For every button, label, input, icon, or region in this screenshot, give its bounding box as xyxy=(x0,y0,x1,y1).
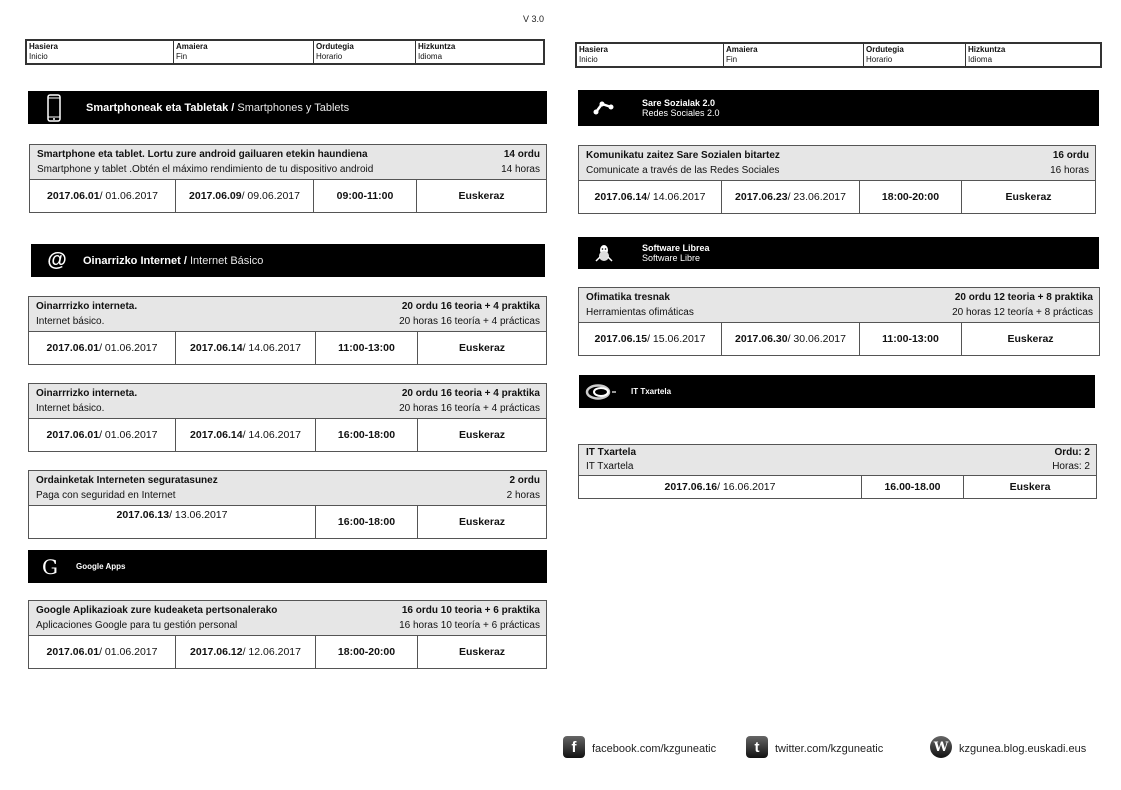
course-schedule xyxy=(316,419,418,451)
date-eu: 2017.06.13 xyxy=(116,509,170,521)
section-title xyxy=(642,243,710,263)
section-title-eu: Oinarrizko Internet / xyxy=(83,254,187,267)
course-header xyxy=(30,145,546,180)
course-schedule xyxy=(860,181,962,213)
course-card xyxy=(28,470,547,539)
date-es: / 12.06.2017 xyxy=(242,646,301,658)
version-label: V 3.0 xyxy=(523,14,545,24)
section-title: Google Apps xyxy=(76,562,126,571)
legend-start xyxy=(27,41,174,63)
course-start-date xyxy=(579,181,722,213)
language-value: Euskeraz xyxy=(458,429,506,441)
legend-label-es: Inicio xyxy=(579,55,598,64)
language-value: Euskeraz xyxy=(1005,191,1052,203)
date-es: / 14.06.2017 xyxy=(647,191,706,203)
course-header xyxy=(29,297,546,332)
legend-label-eu: Hasiera xyxy=(579,45,608,54)
course-end-date xyxy=(176,332,316,364)
course-language xyxy=(964,476,1096,498)
section-title-eu: Sare Sozialak 2.0 xyxy=(642,98,716,108)
course-title-es: Comunicate a través de las Redes Sociales xyxy=(586,165,780,176)
at-sign-icon: @ xyxy=(47,249,67,271)
share-nodes-icon xyxy=(584,101,624,115)
course-hours-es: 14 horas xyxy=(501,164,540,175)
course-hours-es: 2 horas xyxy=(506,490,540,501)
date-es: / 14.06.2017 xyxy=(242,342,301,354)
legend-end xyxy=(174,41,314,63)
date-es: / 14.06.2017 xyxy=(242,429,301,441)
course-title-es: IT Txartela xyxy=(586,461,634,472)
course-schedule xyxy=(316,506,418,538)
course-details-row xyxy=(29,419,546,451)
course-start-date xyxy=(30,180,176,212)
date-eu: 2017.06.14 xyxy=(190,429,243,441)
course-title-es: Internet básico. xyxy=(36,316,105,327)
course-details-row xyxy=(579,476,1096,498)
date-eu: 2017.06.01 xyxy=(46,342,100,354)
section-banner-internet xyxy=(31,244,545,277)
course-details-row xyxy=(29,636,546,668)
section-title-es: Internet Básico xyxy=(186,254,264,267)
legend-end xyxy=(724,44,864,66)
course-language xyxy=(962,323,1099,355)
legend-label-es: Idioma xyxy=(968,55,993,64)
date-es: / 09.06.2017 xyxy=(241,190,300,202)
course-card xyxy=(28,383,547,452)
course-title-eu: Oinarrrizko interneta. xyxy=(36,388,138,399)
twitter-icon: t xyxy=(746,736,768,758)
section-title-es: Software Libre xyxy=(642,253,701,263)
course-language xyxy=(418,419,546,451)
course-header xyxy=(29,601,546,636)
course-hours-eu: 16 ordu xyxy=(1052,150,1089,161)
course-end-date xyxy=(722,181,860,213)
course-title-eu: Ofimatika tresnak xyxy=(586,292,670,303)
course-hours-es: 20 horas 16 teoría + 4 prácticas xyxy=(399,316,540,327)
facebook-link[interactable]: facebook.com/kzguneatic xyxy=(592,743,717,755)
legend-label-eu: Hizkuntza xyxy=(418,42,456,51)
course-card xyxy=(578,444,1097,499)
course-end-date xyxy=(176,419,316,451)
course-hours-es: Horas: 2 xyxy=(1052,461,1090,472)
course-title-eu: Google Aplikazioak zure kudeaketa pertsonalerako xyxy=(36,605,278,616)
course-schedule xyxy=(314,180,417,212)
schedule-value: 16:00-18:00 xyxy=(337,429,396,441)
legend-label-es: Fin xyxy=(176,52,188,61)
date-eu: 2017.06.01 xyxy=(46,429,100,441)
section-title-es: Smartphones y Tablets xyxy=(234,101,350,114)
course-card xyxy=(28,296,547,365)
date-eu: 2017.06.30 xyxy=(735,333,788,345)
date-eu: 2017.06.01 xyxy=(46,646,100,658)
course-card xyxy=(578,145,1096,214)
course-schedule xyxy=(862,476,964,498)
course-language xyxy=(418,506,546,538)
date-eu: 2017.06.12 xyxy=(190,646,243,658)
course-hours-es: 20 horas 16 teoría + 4 prácticas xyxy=(399,403,540,414)
course-schedule xyxy=(860,323,962,355)
section-title xyxy=(642,98,720,118)
course-header xyxy=(579,288,1099,323)
schedule-value: 18:00-20:00 xyxy=(337,646,396,658)
course-language xyxy=(418,636,546,668)
section-title-eu: Software Librea xyxy=(642,243,710,253)
section-title-eu: Smartphoneak eta Tabletak / xyxy=(86,101,235,114)
course-date xyxy=(29,506,316,538)
schedule-value: 09:00-11:00 xyxy=(336,190,394,202)
date-eu: 2017.06.16 xyxy=(664,481,718,493)
section-banner-google xyxy=(28,550,547,583)
course-details-row xyxy=(30,180,546,212)
schedule-value: 11:00-13:00 xyxy=(338,342,395,354)
date-eu: 2017.06.09 xyxy=(189,190,242,202)
date-es: / 13.06.2017 xyxy=(169,509,228,521)
date-es: / 23.06.2017 xyxy=(787,191,846,203)
date-es: / 01.06.2017 xyxy=(99,646,158,658)
language-value: Euskera xyxy=(1009,481,1051,493)
section-banner-social xyxy=(578,90,1099,126)
blog-link[interactable]: kzgunea.blog.euskadi.eus xyxy=(959,743,1087,755)
legend-header-left xyxy=(25,39,545,65)
course-hours-eu: 20 ordu 16 teoria + 4 praktika xyxy=(401,388,540,399)
legend-label-es: Inicio xyxy=(29,52,48,61)
legend-label-es: Horario xyxy=(866,55,893,64)
date-eu: 2017.06.01 xyxy=(47,190,100,202)
course-title-eu: Ordainketak Interneten seguratasunez xyxy=(36,475,218,486)
date-es: / 16.06.2017 xyxy=(717,481,776,493)
course-hours-eu: 16 ordu 10 teoria + 6 praktika xyxy=(401,605,540,616)
section-banner-software xyxy=(578,237,1099,269)
section-title-es: Redes Sociales 2.0 xyxy=(642,108,720,118)
legend-language xyxy=(966,44,1100,66)
course-header xyxy=(29,384,546,419)
course-end-date xyxy=(176,636,316,668)
course-hours-eu: 20 ordu 12 teoria + 8 praktika xyxy=(954,292,1093,303)
legend-start xyxy=(577,44,724,66)
section-title xyxy=(83,255,263,267)
course-title-es: Herramientas ofimáticas xyxy=(586,307,694,318)
legend-label-eu: Ordutegia xyxy=(866,45,904,54)
course-start-date xyxy=(579,323,722,355)
language-value: Euskeraz xyxy=(458,190,505,202)
date-eu: 2017.06.14 xyxy=(594,191,648,203)
date-es: / 15.06.2017 xyxy=(647,333,706,345)
course-title-es: Paga con seguridad en Internet xyxy=(36,490,176,501)
course-schedule xyxy=(316,332,418,364)
course-language xyxy=(417,180,546,212)
legend-label-eu: Hizkuntza xyxy=(968,45,1006,54)
it-txartela-logo-icon xyxy=(583,383,623,401)
course-details-row xyxy=(579,323,1099,355)
course-header xyxy=(29,471,546,506)
date-eu: 2017.06.14 xyxy=(190,342,243,354)
course-title-eu: Komunikatu zaitez Sare Sozialen bitartez xyxy=(586,150,780,161)
course-schedule xyxy=(316,636,418,668)
footer-facebook[interactable] xyxy=(563,740,716,758)
course-title-es: Internet básico. xyxy=(36,403,105,414)
section-banner-smartphones xyxy=(28,91,547,124)
legend-label-es: Idioma xyxy=(418,52,443,61)
course-start-date xyxy=(29,636,176,668)
course-header xyxy=(579,146,1095,181)
course-title-eu: IT Txartela xyxy=(586,447,637,458)
course-card xyxy=(28,600,547,669)
course-title-es: Aplicaciones Google para tu gestión personal xyxy=(36,620,238,631)
legend-label-es: Horario xyxy=(316,52,343,61)
course-details-row xyxy=(29,332,546,364)
schedule-value: 16.00-18.00 xyxy=(884,481,941,493)
wordpress-icon: W xyxy=(930,736,952,758)
course-hours-eu: 14 ordu xyxy=(503,149,540,160)
facebook-icon: f xyxy=(563,736,585,758)
date-es: / 01.06.2017 xyxy=(99,342,158,354)
date-eu: 2017.06.15 xyxy=(594,333,648,345)
course-hours-es: 20 horas 12 teoría + 8 prácticas xyxy=(952,307,1093,318)
course-end-date xyxy=(722,323,860,355)
course-hours-es: 16 horas xyxy=(1050,165,1089,176)
legend-schedule xyxy=(314,41,416,63)
course-start-date xyxy=(29,332,176,364)
tux-penguin-icon xyxy=(584,244,624,262)
section-title xyxy=(86,102,349,114)
date-es: / 01.06.2017 xyxy=(99,429,158,441)
course-title-eu: Smartphone eta tablet. Lortu zure android gailuaren etekin haundiena xyxy=(37,149,368,160)
legend-schedule xyxy=(864,44,966,66)
legend-label-eu: Amaiera xyxy=(176,42,208,51)
course-end-date xyxy=(176,180,314,212)
course-hours-eu: 2 ordu xyxy=(509,475,540,486)
section-banner-ittxartela xyxy=(579,375,1095,408)
section-title: IT Txartela xyxy=(631,387,672,396)
course-start-date xyxy=(29,419,176,451)
date-es: / 30.06.2017 xyxy=(787,333,846,345)
legend-header-right xyxy=(575,42,1102,68)
legend-label-eu: Ordutegia xyxy=(316,42,354,51)
date-eu: 2017.06.23 xyxy=(735,191,788,203)
language-value: Euskeraz xyxy=(1007,333,1054,345)
schedule-value: 18:00-20:00 xyxy=(881,191,940,203)
schedule-value: 16:00-18:00 xyxy=(337,516,396,528)
course-details-row xyxy=(579,181,1095,213)
schedule-value: 11:00-13:00 xyxy=(882,333,939,345)
course-details-row xyxy=(29,506,546,538)
course-hours-es: 16 horas 10 teoría + 6 prácticas xyxy=(399,620,540,631)
course-hours-eu: 20 ordu 16 teoria + 4 praktika xyxy=(401,301,540,312)
legend-label-eu: Amaiera xyxy=(726,45,758,54)
date-es: / 01.06.2017 xyxy=(99,190,158,202)
course-title-eu: Oinarrrizko interneta. xyxy=(36,301,138,312)
legend-label-eu: Hasiera xyxy=(29,42,58,51)
course-card xyxy=(578,287,1100,356)
language-value: Euskeraz xyxy=(458,646,506,658)
smartphone-icon xyxy=(34,94,74,122)
course-language xyxy=(418,332,546,364)
course-date xyxy=(579,476,862,498)
legend-label-es: Fin xyxy=(726,55,738,64)
course-title-es: Smartphone y tablet .Obtén el máximo rendimiento de tu dispositivo android xyxy=(37,164,374,175)
course-card xyxy=(29,144,547,213)
course-language xyxy=(962,181,1095,213)
language-value: Euskeraz xyxy=(458,342,506,354)
legend-language xyxy=(416,41,543,63)
course-header xyxy=(579,445,1096,476)
twitter-link[interactable]: twitter.com/kzguneatic xyxy=(775,743,884,755)
footer-twitter[interactable] xyxy=(746,740,883,758)
google-g-icon: G xyxy=(42,554,58,579)
course-hours-eu: Ordu: 2 xyxy=(1054,447,1090,458)
footer-blog[interactable] xyxy=(930,740,1086,758)
language-value: Euskeraz xyxy=(458,516,506,528)
